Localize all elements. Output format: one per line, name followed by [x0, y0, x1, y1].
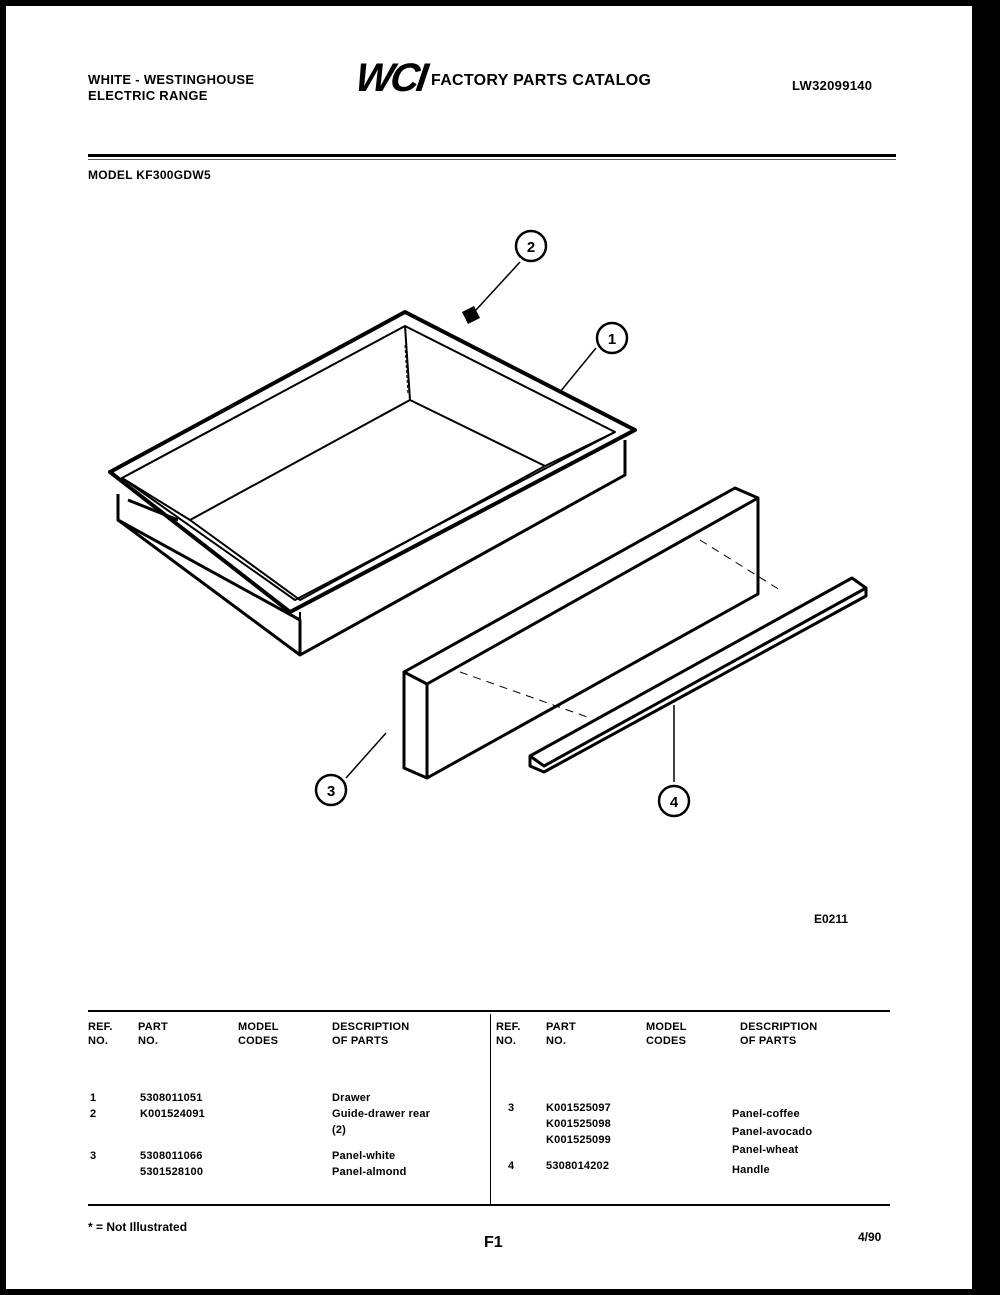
callout-1 — [597, 323, 627, 353]
brand-line-1: WHITE - WESTINGHOUSE — [88, 72, 255, 87]
left-row-4-desc: Panel-white — [332, 1150, 396, 1162]
drawer-part — [110, 312, 635, 655]
parts-catalog-page — [6, 6, 972, 1289]
right-row-3-desc: Panel-wheat — [732, 1144, 799, 1156]
callout-3-label: 3 — [326, 783, 336, 800]
table-top-rule — [88, 1010, 890, 1012]
diagram-code: E0211 — [814, 912, 849, 926]
table-bottom-rule — [88, 1204, 890, 1206]
right-row-3-part: K001525099 — [546, 1134, 612, 1146]
left-row-2-ref: 2 — [90, 1108, 97, 1120]
model-line: MODEL KF300GDW5 — [88, 168, 211, 182]
page-number: F1 — [484, 1234, 503, 1251]
left-row-4-part: 5308011066 — [140, 1150, 203, 1162]
catalog-title: FACTORY PARTS CATALOG — [431, 72, 652, 89]
exploded-parts-diagram — [6, 6, 972, 986]
header-part-no-left: PART NO. — [138, 1021, 168, 1047]
callout-1-label: 1 — [607, 331, 617, 348]
handle-part — [530, 578, 866, 772]
callout-3 — [316, 775, 346, 805]
panel-part — [404, 488, 780, 778]
right-row-4-desc: Handle — [732, 1164, 770, 1176]
callout-4 — [659, 786, 689, 816]
right-row-4-part: 5308014202 — [546, 1160, 610, 1172]
left-row-2-desc: Guide-drawer rear — [332, 1108, 431, 1120]
left-row-4-ref: 3 — [90, 1150, 97, 1162]
right-row-1-ref: 3 — [508, 1102, 515, 1114]
header-description-right: DESCRIPTION OF PARTS — [740, 1021, 818, 1047]
header-ref-no-left: REF. NO. — [88, 1021, 113, 1047]
right-row-4-ref: 4 — [508, 1160, 515, 1172]
right-row-2-part: K001525098 — [546, 1118, 612, 1130]
header-ref-no-right: REF. NO. — [496, 1021, 521, 1047]
header-description-left: DESCRIPTION OF PARTS — [332, 1021, 410, 1047]
left-row-1-part: 5308011051 — [140, 1092, 203, 1104]
catalog-id: LW32099140 — [792, 78, 873, 93]
header-part-no-right: PART NO. — [546, 1021, 576, 1047]
left-row-2-part: K001524091 — [140, 1108, 206, 1120]
left-row-1-desc: Drawer — [332, 1092, 371, 1104]
right-row-1-part: K001525097 — [546, 1102, 612, 1114]
brand-line-2: ELECTRIC RANGE — [88, 88, 208, 103]
left-row-5-part: 5301528100 — [140, 1166, 204, 1178]
header-model-codes-right: MODEL CODES — [646, 1021, 687, 1047]
header-model-codes-left: MODEL CODES — [238, 1021, 279, 1047]
left-row-5-desc: Panel-almond — [332, 1166, 407, 1178]
callout-2-label: 2 — [526, 239, 536, 256]
right-row-1-desc: Panel-coffee — [732, 1108, 800, 1120]
footnote: * = Not Illustrated — [88, 1220, 188, 1234]
left-row-3-desc: (2) — [332, 1124, 347, 1136]
left-row-1-ref: 1 — [90, 1092, 97, 1104]
revision-date: 4/90 — [858, 1230, 882, 1244]
right-row-2-desc: Panel-avocado — [732, 1126, 813, 1138]
wci-logo: WCI — [352, 56, 428, 100]
callout-2 — [516, 231, 546, 261]
table-column-divider — [490, 1014, 491, 1204]
callout-4-label: 4 — [669, 794, 679, 811]
